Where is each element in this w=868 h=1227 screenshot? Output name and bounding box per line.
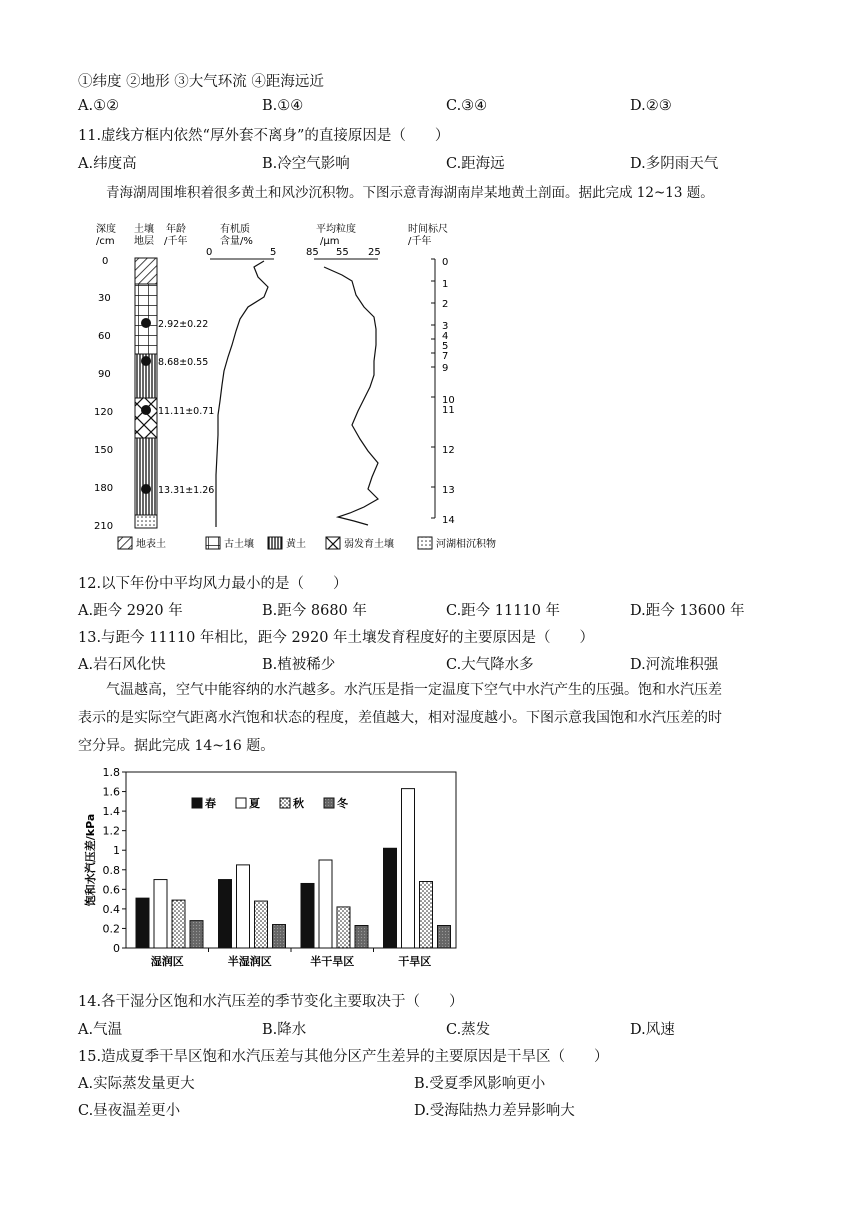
legend-swatch <box>192 798 202 808</box>
y-tick-label: 0.2 <box>102 922 120 936</box>
q12-option-c[interactable]: C.距今 11110 年 <box>446 603 561 619</box>
question-11: 11.虚线方框内依然“厚外套不离身”的直接原因是（ ） <box>78 128 450 144</box>
factor-options: ①纬度 ②地形 ③大气环流 ④距海远近 <box>78 74 324 90</box>
intro-14-16 <box>78 676 778 760</box>
legend-label: 夏 <box>249 797 260 810</box>
depth-tick: 60 <box>98 331 111 342</box>
depth-tick: 30 <box>98 293 111 304</box>
y-axis-label: 饱和水汽压差/kPa <box>84 813 97 907</box>
grain-size-panel <box>306 247 381 525</box>
age-label: 11.11±0.71 <box>158 406 215 417</box>
q10-option-c[interactable]: C.③④ <box>446 98 488 114</box>
depth-tick: 120 <box>94 407 114 418</box>
time-tick: 3 <box>442 321 449 332</box>
q12-option-b[interactable]: B.距今 8680 年 <box>262 603 367 619</box>
bar-春 <box>384 848 397 948</box>
time-tick: 11 <box>442 405 455 416</box>
grain-tick: 55 <box>336 247 349 258</box>
q15-option-b[interactable]: B.受夏季风影响更小 <box>414 1076 546 1092</box>
q12-option-d[interactable]: D.距今 13600 年 <box>630 603 745 619</box>
time-tick: 13 <box>442 485 455 496</box>
legend-label: 秋 <box>293 797 304 810</box>
bar-秋 <box>255 901 268 948</box>
loess-profile-figure <box>88 215 548 560</box>
q14-option-b[interactable]: B.降水 <box>262 1022 307 1038</box>
q15-option-a[interactable]: A.实际蒸发量更大 <box>78 1076 195 1092</box>
x-tick-label: 半干旱区 <box>310 955 355 968</box>
y-tick-label: 0.4 <box>102 902 120 916</box>
header-grain-1: 平均粒度 <box>316 224 356 235</box>
header-depth-2: /cm <box>96 236 115 247</box>
bar-春 <box>136 898 149 948</box>
header-grain-2: /μm <box>320 236 340 247</box>
legend-label: 春 <box>205 797 216 810</box>
legend-label: 冬 <box>337 797 348 810</box>
x-tick-label: 干旱区 <box>398 955 432 968</box>
header-age-2: /千年 <box>164 236 188 247</box>
header-time-1: 时间标尺 <box>408 224 448 235</box>
legend-swatch <box>324 798 334 808</box>
time-tick: 14 <box>442 515 455 526</box>
age-label: 8.68±0.55 <box>158 357 209 368</box>
intro-line: 表示的是实际空气距离水汽饱和状态的程度，差值越大，相对湿度越小。下图示意我国饱和水汽压差的时 <box>78 710 722 726</box>
header-om-2: 含量/% <box>220 236 253 247</box>
q14-option-a[interactable]: A.气温 <box>78 1022 123 1038</box>
time-tick: 9 <box>442 363 449 374</box>
q15-option-c[interactable]: C.昼夜温差更小 <box>78 1103 181 1119</box>
time-tick: 5 <box>442 341 449 352</box>
question-12: 12.以下年份中平均风力最小的是（ ） <box>78 576 348 592</box>
q11-option-c[interactable]: C.距海远 <box>446 156 505 172</box>
om-tick: 0 <box>206 247 213 258</box>
depth-tick: 90 <box>98 369 111 380</box>
y-tick-label: 0 <box>113 942 120 955</box>
y-tick-label: 1.8 <box>102 766 120 779</box>
time-scale <box>431 257 455 526</box>
q10-option-a[interactable]: A.①② <box>78 98 120 114</box>
header-layer-2: 地层 <box>134 236 154 247</box>
legend-label: 古土壤 <box>224 539 254 550</box>
age-label: 2.92±0.22 <box>158 319 209 330</box>
time-tick: 4 <box>442 331 449 342</box>
y-tick-label: 0.6 <box>102 883 120 897</box>
grain-tick: 85 <box>306 247 319 258</box>
legend-label: 河湖相沉积物 <box>436 539 496 550</box>
profile-legend <box>118 537 496 550</box>
y-tick-label: 1.4 <box>102 805 120 819</box>
bar-秋 <box>337 907 350 948</box>
q14-option-d[interactable]: D.风速 <box>630 1022 675 1038</box>
organic-matter-curve <box>216 261 268 527</box>
x-tick-label: 半湿润区 <box>227 955 272 968</box>
time-tick: 7 <box>442 351 449 362</box>
q15-option-d[interactable]: D.受海陆热力差异影响大 <box>414 1103 575 1119</box>
time-tick: 12 <box>442 445 455 456</box>
bar-冬 <box>273 925 286 948</box>
header-om-1: 有机质 <box>220 224 250 235</box>
grain-tick: 25 <box>368 247 381 258</box>
legend-label: 黄土 <box>286 539 306 550</box>
q10-option-d[interactable]: D.②③ <box>630 98 672 114</box>
intro-12-13: 青海湖周围堆积着很多黄土和风沙沉积物。下图示意青海湖南岸某地黄土剖面。据此完成 12~13 题。 <box>106 185 714 201</box>
bar-秋 <box>172 900 185 948</box>
intro-line: 气温越高，空气中能容纳的水汽越多。水汽压是指一定温度下空气中水汽产生的压强。饱和水汽压差 <box>106 682 722 698</box>
bar-夏 <box>402 789 415 948</box>
time-tick: 1 <box>442 279 449 290</box>
question-14: 14.各干湿分区饱和水汽压差的季节变化主要取决于（ ） <box>78 994 464 1010</box>
time-tick: 0 <box>442 257 449 268</box>
organic-matter-panel <box>206 247 276 527</box>
header-time-2: /千年 <box>408 236 432 247</box>
depth-tick: 180 <box>94 483 114 494</box>
q13-option-d[interactable]: D.河流堆积强 <box>630 657 719 673</box>
bar-春 <box>301 883 314 948</box>
q14-option-c[interactable]: C.蒸发 <box>446 1022 491 1038</box>
depth-tick: 210 <box>94 521 114 532</box>
soil-column <box>135 258 157 528</box>
header-age-1: 年龄 <box>166 224 186 235</box>
time-tick: 2 <box>442 299 449 310</box>
q13-option-c[interactable]: C.大气降水多 <box>446 657 534 673</box>
bar-夏 <box>237 865 250 948</box>
legend-label: 地表土 <box>136 539 166 550</box>
grain-size-curve <box>324 267 378 525</box>
bar-冬 <box>355 926 368 948</box>
q12-option-a[interactable]: A.距今 2920 年 <box>78 603 183 619</box>
q13-option-a[interactable]: A.岩石风化快 <box>78 657 166 673</box>
header-layer-1: 土壤 <box>134 224 154 235</box>
bar-冬 <box>190 921 203 948</box>
y-tick-label: 0.8 <box>102 863 120 877</box>
question-13: 13.与距今 11110 年相比，距今 2920 年土壤发育程度好的主要原因是（ ） <box>78 630 595 646</box>
header-depth-1: 深度 <box>96 224 116 235</box>
y-tick-label: 1 <box>113 844 120 858</box>
depth-tick: 150 <box>94 445 114 456</box>
om-tick: 5 <box>270 247 277 258</box>
bar-冬 <box>438 926 451 948</box>
bar-夏 <box>319 860 332 948</box>
legend-swatch <box>280 798 290 808</box>
q11-option-b[interactable]: B.冷空气影响 <box>262 156 350 172</box>
q13-option-b[interactable]: B.植被稀少 <box>262 657 336 673</box>
q11-option-a[interactable]: A.纬度高 <box>78 156 137 172</box>
depth-tick: 0 <box>102 256 109 267</box>
x-tick-label: 湿润区 <box>150 955 184 968</box>
legend-swatch <box>236 798 246 808</box>
age-label: 13.31±1.26 <box>158 485 215 496</box>
depth-axis <box>94 256 113 532</box>
time-tick: 10 <box>442 395 455 406</box>
age-labels <box>158 319 214 496</box>
bar-秋 <box>420 882 433 948</box>
y-tick-label: 1.2 <box>102 824 120 838</box>
question-15: 15.造成夏季干旱区饱和水汽压差与其他分区产生差异的主要原因是干旱区（ ） <box>78 1049 609 1065</box>
q10-option-b[interactable]: B.①④ <box>262 98 304 114</box>
legend-label: 弱发育土壤 <box>344 539 394 550</box>
intro-line: 空分异。据此完成 14~16 题。 <box>78 738 275 754</box>
q11-option-d[interactable]: D.多阴雨天气 <box>630 156 719 172</box>
vapor-pressure-deficit-chart <box>78 762 478 982</box>
y-tick-label: 1.6 <box>102 785 120 799</box>
bar-夏 <box>154 880 167 948</box>
bar-春 <box>219 880 232 948</box>
